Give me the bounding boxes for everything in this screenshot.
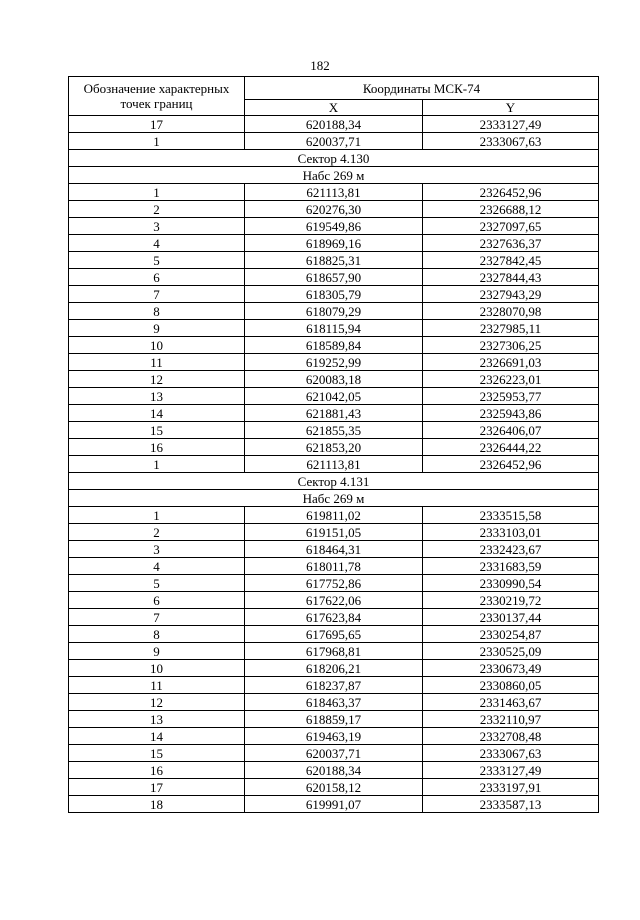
point-number-cell: 1 [69, 507, 245, 524]
table-row [69, 711, 599, 728]
y-coordinate-cell: 2333127,49 [423, 116, 599, 133]
table-row [69, 524, 599, 541]
table-row [69, 201, 599, 218]
section-label: Сектор 4.130 [69, 150, 599, 167]
point-number-cell: 5 [69, 252, 245, 269]
y-coordinate-cell: 2333197,91 [423, 779, 599, 796]
point-number-cell: 10 [69, 660, 245, 677]
y-coordinate-cell: 2333067,63 [423, 745, 599, 762]
y-coordinate-cell: 2326452,96 [423, 456, 599, 473]
table-row [69, 609, 599, 626]
point-number-cell: 10 [69, 337, 245, 354]
x-coordinate-cell: 621855,35 [245, 422, 423, 439]
point-number-cell: 12 [69, 694, 245, 711]
y-coordinate-cell: 2330673,49 [423, 660, 599, 677]
section-row [69, 150, 599, 167]
y-coordinate-cell: 2333103,01 [423, 524, 599, 541]
table-row [69, 575, 599, 592]
y-coordinate-cell: 2327842,45 [423, 252, 599, 269]
table-row [69, 320, 599, 337]
table-row [69, 133, 599, 150]
y-coordinate-cell: 2325943,86 [423, 405, 599, 422]
section-label: Набс 269 м [69, 167, 599, 184]
point-number-cell: 3 [69, 218, 245, 235]
y-coordinate-cell: 2327985,11 [423, 320, 599, 337]
y-coordinate-cell: 2327097,65 [423, 218, 599, 235]
table-row [69, 643, 599, 660]
table-row [69, 762, 599, 779]
point-number-cell: 3 [69, 541, 245, 558]
x-coordinate-cell: 617968,81 [245, 643, 423, 660]
table-row [69, 235, 599, 252]
point-number-cell: 9 [69, 320, 245, 337]
table-row [69, 779, 599, 796]
y-coordinate-cell: 2326452,96 [423, 184, 599, 201]
x-coordinate-cell: 620276,30 [245, 201, 423, 218]
section-label: Сектор 4.131 [69, 473, 599, 490]
y-coordinate-cell: 2326223,01 [423, 371, 599, 388]
point-number-cell: 16 [69, 762, 245, 779]
x-coordinate-cell: 618011,78 [245, 558, 423, 575]
y-coordinate-cell: 2330525,09 [423, 643, 599, 660]
y-coordinate-cell: 2327636,37 [423, 235, 599, 252]
table-row [69, 116, 599, 133]
table-row [69, 269, 599, 286]
table-row [69, 218, 599, 235]
section-row [69, 473, 599, 490]
table-row [69, 541, 599, 558]
table-row [69, 422, 599, 439]
point-number-cell: 13 [69, 388, 245, 405]
point-number-cell: 2 [69, 524, 245, 541]
x-coordinate-cell: 621881,43 [245, 405, 423, 422]
table-row [69, 286, 599, 303]
point-number-cell: 15 [69, 745, 245, 762]
x-coordinate-cell: 619991,07 [245, 796, 423, 813]
x-coordinate-cell: 621113,81 [245, 456, 423, 473]
x-coordinate-cell: 617752,86 [245, 575, 423, 592]
y-coordinate-cell: 2333067,63 [423, 133, 599, 150]
table-row [69, 388, 599, 405]
table-row [69, 677, 599, 694]
point-number-cell: 11 [69, 354, 245, 371]
point-column-header: Обозначение характерных точек границ [69, 77, 245, 116]
y-coordinate-cell: 2327844,43 [423, 269, 599, 286]
point-number-cell: 6 [69, 592, 245, 609]
x-coordinate-cell: 618589,84 [245, 337, 423, 354]
page-number: 182 [310, 58, 330, 73]
y-coordinate-cell: 2330990,54 [423, 575, 599, 592]
y-coordinate-cell: 2330137,44 [423, 609, 599, 626]
point-number-cell: 2 [69, 201, 245, 218]
table-row [69, 558, 599, 575]
point-number-cell: 8 [69, 303, 245, 320]
x-coordinate-cell: 618305,79 [245, 286, 423, 303]
point-number-cell: 15 [69, 422, 245, 439]
y-coordinate-cell: 2327306,25 [423, 337, 599, 354]
point-number-cell: 14 [69, 728, 245, 745]
y-coordinate-cell: 2333515,58 [423, 507, 599, 524]
table-row [69, 405, 599, 422]
x-coordinate-cell: 618969,16 [245, 235, 423, 252]
table-row [69, 745, 599, 762]
x-coordinate-cell: 619549,86 [245, 218, 423, 235]
y-column-header: Y [423, 100, 599, 116]
point-number-cell: 1 [69, 133, 245, 150]
point-number-cell: 6 [69, 269, 245, 286]
x-coordinate-cell: 618464,31 [245, 541, 423, 558]
y-coordinate-cell: 2326406,07 [423, 422, 599, 439]
point-number-cell: 18 [69, 796, 245, 813]
point-number-cell: 7 [69, 609, 245, 626]
table-row [69, 728, 599, 745]
point-number-cell: 9 [69, 643, 245, 660]
x-coordinate-cell: 618115,94 [245, 320, 423, 337]
y-coordinate-cell: 2330860,05 [423, 677, 599, 694]
y-coordinate-cell: 2330254,87 [423, 626, 599, 643]
point-number-cell: 5 [69, 575, 245, 592]
y-coordinate-cell: 2327943,29 [423, 286, 599, 303]
table-row [69, 796, 599, 813]
x-coordinate-cell: 621113,81 [245, 184, 423, 201]
coordinates-table [68, 76, 599, 813]
table-row [69, 660, 599, 677]
y-coordinate-cell: 2331683,59 [423, 558, 599, 575]
point-number-cell: 17 [69, 779, 245, 796]
y-coordinate-cell: 2326691,03 [423, 354, 599, 371]
point-number-cell: 13 [69, 711, 245, 728]
x-coordinate-cell: 618657,90 [245, 269, 423, 286]
table-row [69, 184, 599, 201]
section-label: Набс 269 м [69, 490, 599, 507]
section-row [69, 490, 599, 507]
point-number-cell: 1 [69, 456, 245, 473]
point-number-cell: 11 [69, 677, 245, 694]
x-coordinate-cell: 620188,34 [245, 116, 423, 133]
table-row [69, 252, 599, 269]
table-body [69, 116, 599, 813]
x-coordinate-cell: 618859,17 [245, 711, 423, 728]
x-coordinate-cell: 619151,05 [245, 524, 423, 541]
x-coordinate-cell: 621042,05 [245, 388, 423, 405]
coordinates-header: Координаты МСК-74 [245, 77, 599, 100]
point-number-cell: 8 [69, 626, 245, 643]
table-row [69, 439, 599, 456]
x-coordinate-cell: 620158,12 [245, 779, 423, 796]
y-coordinate-cell: 2333127,49 [423, 762, 599, 779]
y-coordinate-cell: 2332708,48 [423, 728, 599, 745]
x-coordinate-cell: 620037,71 [245, 745, 423, 762]
point-number-cell: 7 [69, 286, 245, 303]
point-number-cell: 1 [69, 184, 245, 201]
table-row [69, 592, 599, 609]
x-column-header: X [245, 100, 423, 116]
point-number-cell: 16 [69, 439, 245, 456]
x-coordinate-cell: 619811,02 [245, 507, 423, 524]
y-coordinate-cell: 2326444,22 [423, 439, 599, 456]
table-row [69, 354, 599, 371]
y-coordinate-cell: 2326688,12 [423, 201, 599, 218]
section-row [69, 167, 599, 184]
table-row [69, 337, 599, 354]
x-coordinate-cell: 617623,84 [245, 609, 423, 626]
point-number-cell: 4 [69, 558, 245, 575]
y-coordinate-cell: 2332110,97 [423, 711, 599, 728]
y-coordinate-cell: 2333587,13 [423, 796, 599, 813]
x-coordinate-cell: 618206,21 [245, 660, 423, 677]
x-coordinate-cell: 617622,06 [245, 592, 423, 609]
x-coordinate-cell: 618079,29 [245, 303, 423, 320]
x-coordinate-cell: 620083,18 [245, 371, 423, 388]
table-row [69, 626, 599, 643]
table-row [69, 303, 599, 320]
table-row [69, 456, 599, 473]
x-coordinate-cell: 618463,37 [245, 694, 423, 711]
x-coordinate-cell: 618825,31 [245, 252, 423, 269]
y-coordinate-cell: 2332423,67 [423, 541, 599, 558]
point-number-cell: 17 [69, 116, 245, 133]
table-row [69, 507, 599, 524]
x-coordinate-cell: 620188,34 [245, 762, 423, 779]
y-coordinate-cell: 2331463,67 [423, 694, 599, 711]
point-number-cell: 4 [69, 235, 245, 252]
x-coordinate-cell: 617695,65 [245, 626, 423, 643]
y-coordinate-cell: 2328070,98 [423, 303, 599, 320]
table-row [69, 694, 599, 711]
y-coordinate-cell: 2325953,77 [423, 388, 599, 405]
x-coordinate-cell: 619463,19 [245, 728, 423, 745]
point-number-cell: 14 [69, 405, 245, 422]
y-coordinate-cell: 2330219,72 [423, 592, 599, 609]
x-coordinate-cell: 618237,87 [245, 677, 423, 694]
x-coordinate-cell: 619252,99 [245, 354, 423, 371]
point-number-cell: 12 [69, 371, 245, 388]
table-row [69, 371, 599, 388]
x-coordinate-cell: 621853,20 [245, 439, 423, 456]
x-coordinate-cell: 620037,71 [245, 133, 423, 150]
